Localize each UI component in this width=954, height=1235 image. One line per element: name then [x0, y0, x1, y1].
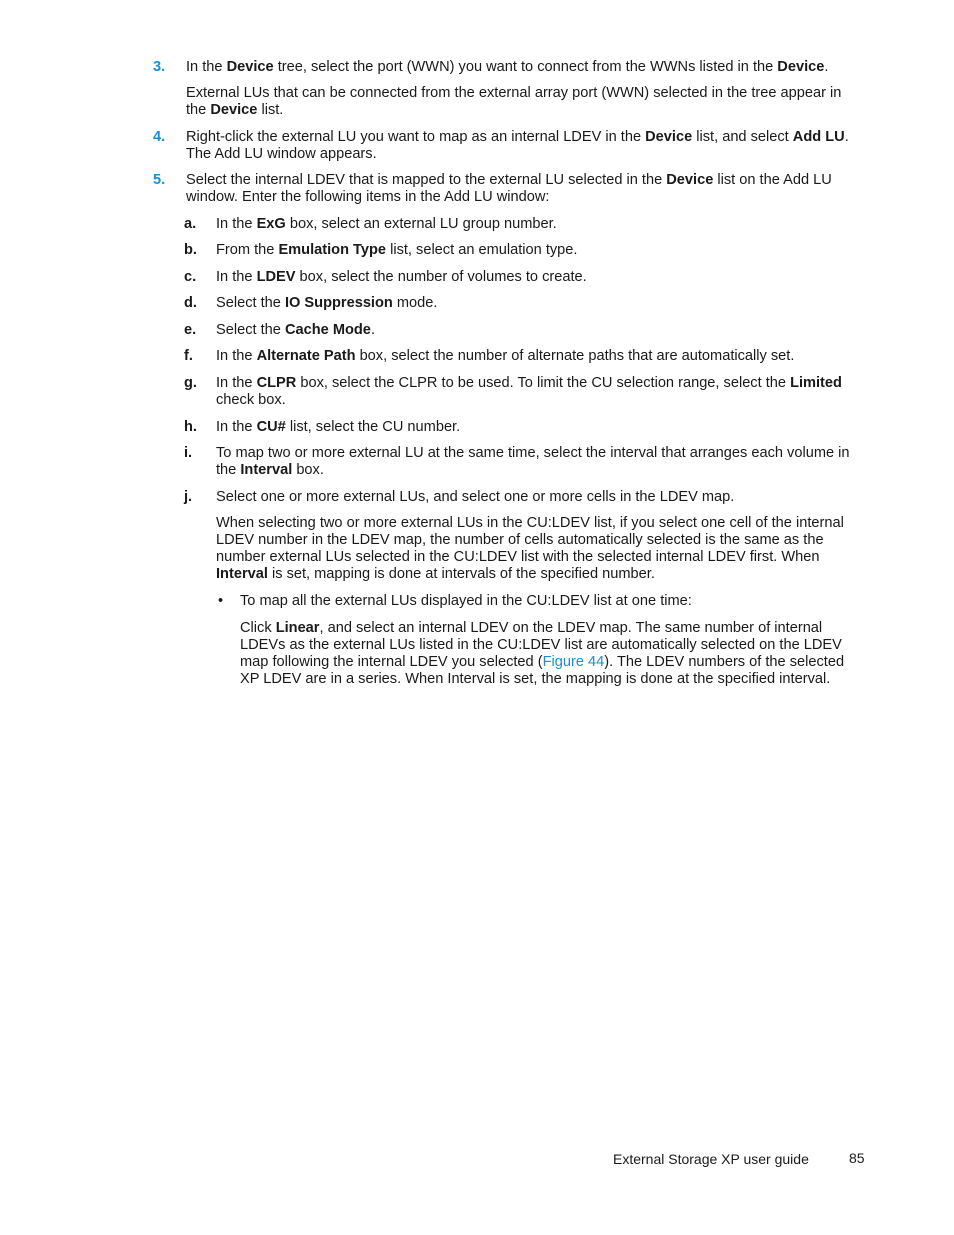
- substep-letter: b.: [184, 242, 197, 258]
- ui-term: Device: [226, 59, 274, 75]
- step-5: [153, 172, 863, 206]
- figure-link[interactable]: Figure 44: [542, 654, 605, 670]
- page-number: 85: [849, 1150, 865, 1166]
- step-text: Right-click the external LU you want to map as an internal LDEV in the Device list, and select Add LU. The Add LU window appears.: [186, 129, 849, 162]
- substep-j: j. Select one or more external LUs, and select one or more cells in the LDEV map.: [184, 489, 735, 505]
- substep-d: d. Select the IO Suppression mode.: [184, 295, 438, 311]
- ui-term: Interval: [240, 462, 293, 478]
- ui-term: ExG: [256, 216, 286, 232]
- ui-term: Alternate Path: [256, 348, 356, 364]
- step-3-note: External LUs that can be connected from the external array port (WWN) selected in the tree appear in the Device list.: [186, 85, 842, 118]
- ui-term: Add LU: [792, 129, 845, 145]
- bullet-text: To map all the external LUs displayed in the CU:LDEV list at one time:: [240, 593, 692, 609]
- substep-letter: i.: [184, 445, 193, 461]
- substep-f: f. In the Alternate Path box, select the number of alternate paths that are automatically set.: [184, 348, 795, 364]
- ui-term: Device: [666, 172, 714, 188]
- footer-title: External Storage XP user guide: [613, 1151, 809, 1167]
- ui-term: LDEV: [256, 269, 296, 285]
- ui-term: Interval: [216, 566, 268, 582]
- step-4: [153, 129, 863, 163]
- ui-term: Linear: [275, 620, 320, 636]
- ui-term: Limited: [790, 375, 842, 391]
- step-text: Select the internal LDEV that is mapped to the external LU selected in the Device list on the Add LU window. Enter the following items in the Add LU window:: [186, 172, 832, 205]
- substep-letter: g.: [184, 375, 197, 391]
- step-number: 5.: [153, 172, 166, 188]
- ui-term: Cache Mode: [284, 322, 371, 338]
- step-number: 4.: [153, 129, 166, 145]
- step-text: In the Device tree, select the port (WWN) you want to connect from the WWNs listed in the Device.: [186, 59, 829, 75]
- ui-term: Device: [210, 102, 258, 118]
- substep-letter: c.: [184, 269, 197, 285]
- ui-term: Device: [645, 129, 693, 145]
- bullet-detail: Click Linear, and select an internal LDEV on the LDEV map. The same number of internal LDEVs as the external LUs listed in the CU:LDEV list are automatically selected on the LDEV map following the internal LDEV you selected (Figure 44). The LDEV numbers of the selected XP LDEV are in a series. When Interval is set, the mapping is done at the specified interval.: [240, 620, 845, 687]
- substep-g: g. In the CLPR box, select the CLPR to be used. To limit the CU selection range, select the Limited check box.: [184, 375, 842, 408]
- ui-term: CLPR: [256, 375, 297, 391]
- ui-term: IO Suppression: [284, 295, 393, 311]
- substep-letter: j.: [184, 489, 193, 505]
- substep-letter: f.: [184, 348, 193, 364]
- substep-a: a. In the ExG box, select an external LU group number.: [184, 216, 557, 232]
- substep-e: e. Select the Cache Mode.: [184, 322, 375, 338]
- substep-letter: h.: [184, 419, 197, 435]
- substep-letter: e.: [184, 322, 197, 338]
- ui-term: CU#: [256, 419, 286, 435]
- step-number: 3.: [153, 59, 166, 75]
- substep-h: h. In the CU# list, select the CU number.: [184, 419, 461, 435]
- bullet-item: [218, 593, 863, 610]
- step-3: [153, 59, 863, 76]
- ui-term: Device: [777, 59, 825, 75]
- ui-term: Emulation Type: [278, 242, 387, 258]
- substep-b: b. From the Emulation Type list, select an emulation type.: [184, 242, 578, 258]
- substep-j-note: When selecting two or more external LUs in the CU:LDEV list, if you select one cell of the internal LDEV number in the LDEV map, the number of cells automatically selected is the same as the number external LUs selected in the CU:LDEV list with the selected internal LDEV first. When Interval is set, mapping is done at intervals of the specified number.: [216, 515, 844, 582]
- substep-c: c. In the LDEV box, select the number of volumes to create.: [184, 269, 587, 285]
- substep-i: i. To map two or more external LU at the same time, select the interval that arranges each volume in the Interval box.: [184, 445, 850, 478]
- substep-letter: a.: [184, 216, 197, 232]
- bullet-icon: •: [218, 593, 224, 609]
- substep-letter: d.: [184, 295, 197, 311]
